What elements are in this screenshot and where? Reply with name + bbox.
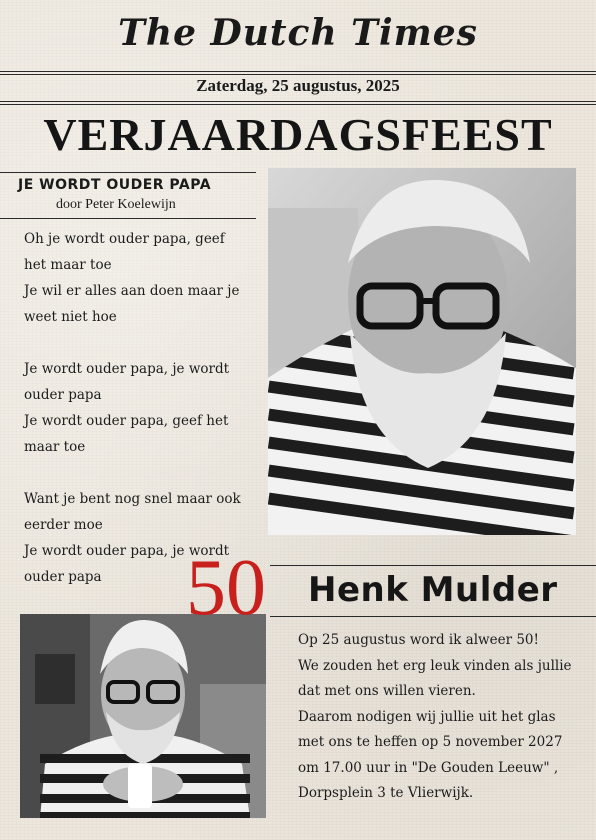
invitation-line: Dorpsplein 3 te Vlierwijk. [298, 785, 474, 801]
age-number: 50 [186, 544, 266, 632]
poem-stanza [24, 356, 256, 460]
invitation-line: dat met ons willen vieren. [298, 683, 476, 699]
poem-line: weet niet hoe [24, 309, 117, 325]
poem-line: ouder papa [24, 387, 102, 403]
portrait-photo-small [20, 614, 266, 818]
invitation-line: met ons te heffen op 5 november 2027 [298, 734, 563, 750]
poem-rule-top [0, 172, 256, 173]
name-rule-bottom [270, 616, 596, 617]
invitation-line: We zouden het erg leuk vinden als jullie [298, 657, 572, 674]
poem-line: Je wordt ouder papa, geef het [24, 413, 229, 429]
invitation-line: Op 25 augustus word ik alweer 50! [298, 632, 539, 648]
masthead-rule-top [0, 71, 596, 72]
date-rule-bottom [0, 101, 596, 102]
poem-stanza [24, 226, 256, 330]
poem-line: het maar toe [24, 257, 112, 273]
poem-author: door Peter Koelewijn [56, 197, 176, 212]
poem-rule-bottom [0, 218, 256, 219]
poem-line: ouder papa [24, 569, 102, 585]
name-rule-top [270, 565, 596, 566]
headline: VERJAARDAGSFEEST [43, 109, 553, 160]
masthead-rule-top-2 [0, 74, 596, 75]
poem-line: Je wordt ouder papa, je wordt [24, 543, 230, 559]
date-rule-bottom-2 [0, 104, 596, 105]
poem-line: Je wordt ouder papa, je wordt [24, 361, 230, 377]
poem-line: Oh je wordt ouder papa, geef [24, 231, 225, 247]
invitation-text [298, 628, 588, 807]
poem-line: maar toe [24, 439, 86, 455]
invitation-line: Daarom nodigen wij jullie uit het glas [298, 708, 556, 725]
invitation-line: om 17.00 uur in "De Gouden Leeuw" , [298, 759, 559, 776]
portrait-photo-main [268, 168, 576, 535]
newspaper-masthead: The Dutch Times [118, 12, 478, 54]
issue-date: Zaterdag, 25 augustus, 2025 [196, 76, 400, 95]
poem-line: Want je bent nog snel maar ook [24, 491, 241, 507]
poem-title: JE WORDT OUDER PAPA [18, 177, 212, 193]
poem-line: eerder moe [24, 517, 103, 533]
celebrant-name: Henk Mulder [308, 570, 558, 610]
poem-line: Je wil er alles aan doen maar je [24, 283, 240, 299]
